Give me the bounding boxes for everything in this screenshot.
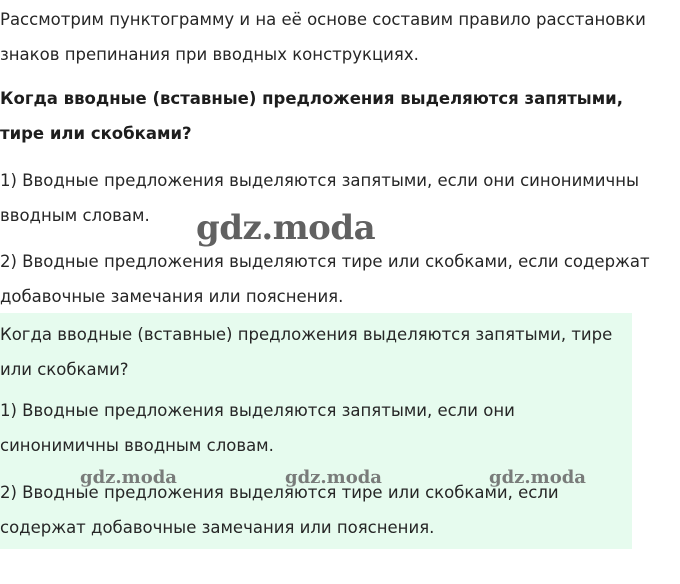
watermark-small-1: gdz.moda: [80, 467, 177, 488]
answer-question: Когда вводные (вставные) предложения выделяются запятыми, тире или скобками?: [0, 325, 613, 379]
answer-block: [0, 313, 632, 549]
rule-2-text: 2) Вводные предложения выделяются тире или скобками, если содержат добавочные замечания или пояснения.: [0, 252, 650, 306]
answer-rule-1: 1) Вводные предложения выделяются запятыми, если они синонимичны вводным словам.: [0, 401, 515, 455]
watermark-small-3: gdz.moda: [489, 467, 586, 488]
intro-paragraph: Рассмотрим пунктограмму и на её основе составим правило расстановки знаков препинания при вводных конструкциях.: [0, 10, 646, 64]
watermark-main: gdz.moda: [196, 208, 376, 248]
answer-rule-2: 2) Вводные предложения выделяются тире или скобками, если содержат добавочные замечания или пояснения.: [0, 483, 559, 537]
question-heading: Когда вводные (вставные) предложения выделяются запятыми, тире или скобками?: [0, 89, 624, 143]
watermark-small-2: gdz.moda: [285, 467, 382, 488]
rule-1-text: 1) Вводные предложения выделяются запятыми, если они синонимичны вводным словам.: [0, 171, 640, 225]
